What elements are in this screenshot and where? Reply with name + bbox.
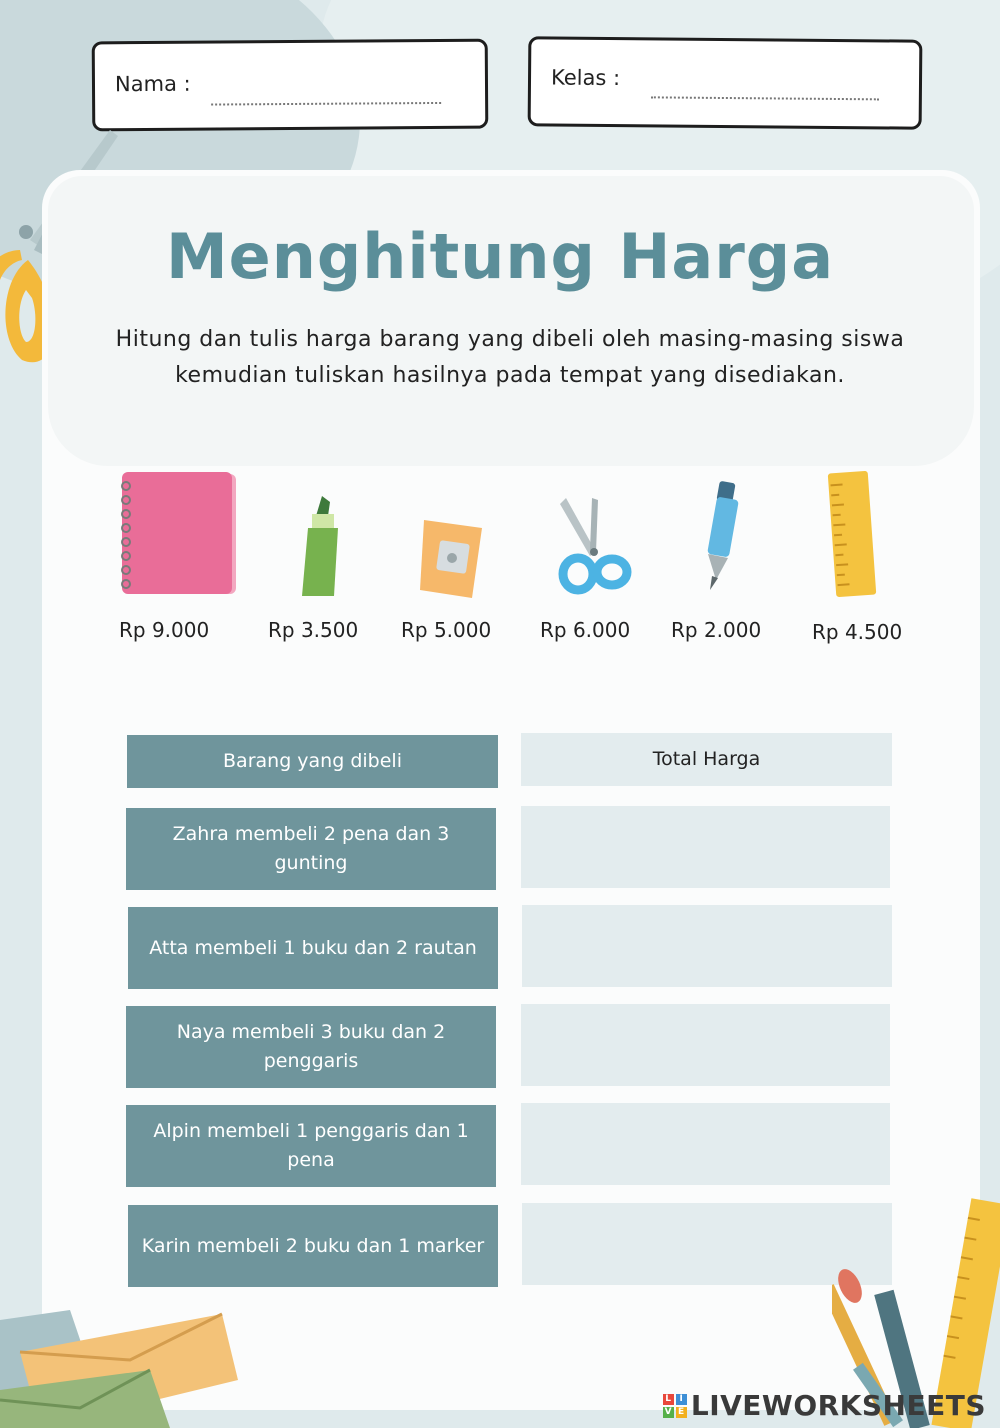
- notebook-icon: [118, 468, 242, 600]
- page-title: Menghitung Harga: [165, 220, 835, 293]
- name-box[interactable]: [92, 39, 489, 132]
- price-label: Rp 4.500: [812, 620, 903, 644]
- table-row-purchase: Alpin membeli 1 penggaris dan 1 pena: [126, 1105, 496, 1187]
- class-dotted-line: [651, 96, 879, 100]
- envelope-decoration-icon: [0, 1300, 250, 1428]
- table-row-purchase: Naya membeli 3 buku dan 2 penggaris: [126, 1006, 496, 1088]
- class-box[interactable]: [528, 36, 923, 129]
- answer-input[interactable]: [522, 905, 892, 987]
- ruler-icon: [826, 470, 880, 598]
- pen-icon: [698, 480, 742, 592]
- price-label: Rp 2.000: [671, 618, 762, 642]
- table-header-total: Total Harga: [521, 733, 892, 786]
- price-label: Rp 6.000: [540, 618, 631, 642]
- table-row-purchase: Atta membeli 1 buku dan 2 rautan: [128, 907, 498, 989]
- brand-logo-icon: L I V E: [663, 1394, 687, 1418]
- class-label: Kelas :: [550, 65, 621, 91]
- answer-input[interactable]: [521, 1103, 890, 1185]
- answer-input[interactable]: [521, 806, 890, 888]
- table-row-purchase: Zahra membeli 2 pena dan 3 gunting: [126, 808, 496, 890]
- price-label: Rp 5.000: [401, 618, 492, 642]
- instructions-text: Hitung dan tulis harga barang yang dibeli oleh masing-masing siswa kemudian tuliskan hasilnya pada tempat yang disediakan.: [115, 327, 905, 388]
- name-label: Nama :: [114, 71, 191, 97]
- answer-input[interactable]: [521, 1004, 890, 1086]
- name-dotted-line: [211, 102, 441, 106]
- price-label: Rp 9.000: [119, 618, 210, 642]
- table-row-purchase: Karin membeli 2 buku dan 1 marker: [128, 1205, 498, 1287]
- brand-name: LIVEWORKSHEETS: [690, 1389, 986, 1422]
- sharpener-icon: [416, 514, 488, 600]
- scissors-icon: [556, 494, 634, 598]
- price-label: Rp 3.500: [268, 618, 359, 642]
- table-header-purchase: Barang yang dibeli: [127, 735, 498, 788]
- marker-icon: [296, 494, 342, 598]
- brand-watermark: [663, 1389, 986, 1422]
